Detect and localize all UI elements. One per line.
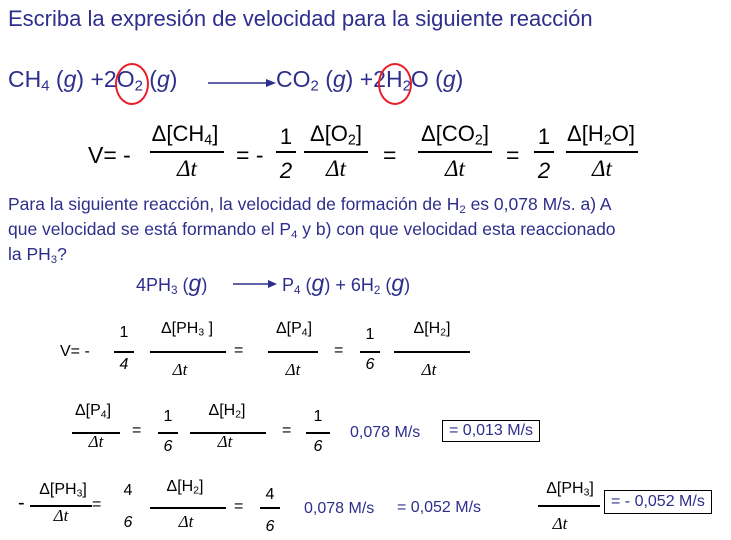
calc-a-eq-2: = — [282, 422, 292, 439]
rate-1-dt-3: Δt — [445, 156, 465, 181]
rate-1-bar-1 — [150, 151, 224, 153]
reaction-2-arrow — [233, 278, 277, 290]
reaction-1: $CH_4$ $(g) +2O_2$ (g) — [8, 66, 178, 95]
rate-2-eq-1: = — [234, 342, 244, 359]
calc-b-value: 0,078 M/s — [304, 500, 375, 517]
calc-b-four: 4 — [123, 482, 133, 499]
rate-2-dt-3: Δt — [421, 360, 437, 379]
calc-a-six: 6 — [163, 438, 173, 455]
calc-b-dt-2: Δt — [178, 512, 194, 531]
rate-1-bar-5 — [534, 151, 554, 153]
rate-1-dt-4: Δt — [592, 156, 612, 181]
rate-2-bar-5 — [394, 351, 470, 353]
page-title — [8, 6, 593, 32]
calc-a-one: 1 — [163, 408, 173, 425]
rate-1-one-b: 1 — [537, 124, 551, 149]
rate-1-bar-3 — [304, 151, 368, 153]
calc-a-six-b: 6 — [313, 438, 323, 455]
calc-b-six-b: 6 — [265, 518, 275, 535]
rate-2-p4-num: $\Delta[P_4]$ — [275, 320, 313, 339]
calc-b-dt-3: Δt — [552, 514, 568, 533]
calc-b-bar-4 — [538, 505, 600, 507]
reaction-1-products: $CO_2$ $(g) +2H_2O$ (g) — [276, 66, 464, 95]
rate-1-bar-6 — [566, 151, 638, 153]
rate-2-four: 4 — [119, 356, 129, 373]
page-title-text: Escriba la expresión de velocidad para la siguiente reacción — [8, 6, 593, 31]
calc-b-bar-3 — [260, 507, 280, 509]
problem-line-2: que velocidad se está formando el $P_4$ y b) con que velocidad esta reaccionado — [8, 219, 616, 241]
calc-a-bar-2 — [158, 432, 178, 434]
rate-2-bar-3 — [268, 351, 318, 353]
rate-2-one-b: 1 — [365, 326, 375, 343]
rate-1-eq-3: = — [506, 142, 520, 168]
rate-1-bar-4 — [418, 151, 492, 153]
calc-b-final: = - 0,052 M/s — [604, 490, 712, 514]
calc-a-p4-num: $\Delta[P_4]$ — [74, 402, 112, 421]
reaction-2-rhs: $P_4$ $(g) + 6H_2$ (g) — [282, 270, 411, 297]
calc-a-eq-1: = — [132, 422, 142, 439]
rate-2-h2-num: $\Delta[H_2]$ — [413, 320, 451, 339]
calc-a-value: 0,078 M/s — [350, 424, 421, 441]
calc-b-four-b: 4 — [265, 486, 275, 503]
calc-b-h2-num: $\Delta[H_2]$ — [166, 478, 204, 497]
reaction-arrow — [208, 76, 276, 90]
rate-1-two-b: 2 — [537, 158, 551, 183]
rate-1-eq-1: = - — [236, 142, 264, 168]
calc-b-eq-2: = — [234, 498, 244, 515]
rate-1-h2o-num: $\Delta[H_2O]$ — [567, 121, 635, 149]
rate-1-ch4-num: $\Delta[CH_4]$ — [151, 121, 219, 149]
reactant-ch4: $CH_4$ — [8, 66, 50, 95]
calc-a-h2-num: $\Delta[H_2]$ — [208, 402, 246, 421]
rate-1-co2-num: $\Delta[CO_2]$ — [421, 121, 489, 149]
rate-2-dt-2: Δt — [285, 360, 301, 379]
reactant-o2: $O_2$ — [116, 66, 143, 95]
rate-1-eq-2: = — [383, 142, 397, 168]
rate-2-ph3-num: $\Delta[PH_3$ ] — [160, 320, 214, 339]
problem-line-1: Para la siguiente reacción, la velocidad de formación de $H_2$ es 0,078 M/s. a) A — [8, 194, 612, 216]
calc-a-one-b: 1 — [313, 408, 323, 425]
calc-a-bar-4 — [306, 432, 330, 434]
calc-a-dt-2: Δt — [217, 432, 233, 451]
calc-b-six: 6 — [123, 514, 133, 531]
rate-2-six: 6 — [365, 356, 375, 373]
calc-b-neg: - — [18, 492, 25, 514]
rate-1-dt-1: Δt — [177, 156, 197, 181]
rate-2-bar-2 — [150, 351, 226, 353]
product-h2o: $H_2O$ — [385, 66, 429, 95]
rate-1-o2-num: $\Delta[O_2]$ — [310, 121, 362, 149]
reaction-2-lhs: $4PH_3$ (g) — [136, 270, 208, 297]
rate-1-two-a: 2 — [279, 158, 293, 183]
product-co2: $CO_2$ — [276, 66, 319, 95]
rate-1-bar-2 — [276, 151, 296, 153]
problem-line-3: la $PH_3$? — [8, 244, 67, 266]
rate-1-dt-2: Δt — [326, 156, 346, 181]
calc-b-ph3-num-b: $\Delta[PH_3]$ — [546, 480, 594, 499]
rate-1-one-a: 1 — [279, 124, 293, 149]
highlight-circle-h2o — [378, 63, 412, 105]
calc-b-ph3-num: $\Delta[PH_3]$ — [39, 481, 87, 500]
calc-a-dt-1: Δt — [88, 432, 104, 451]
rate-2-eq-2: = — [334, 342, 344, 359]
rate-2-dt-1: Δt — [172, 360, 188, 379]
highlight-circle-o2 — [115, 63, 149, 105]
calc-b-bar-2 — [150, 507, 226, 509]
rate-1-v: V= - — [88, 142, 131, 168]
calc-b-result: = 0,052 M/s — [397, 499, 482, 516]
rate-2-bar-1 — [114, 351, 134, 353]
rate-2-v: V= - — [60, 343, 90, 360]
rate-2-one: 1 — [119, 324, 129, 341]
rate-2-bar-4 — [360, 351, 380, 353]
calc-a-result: = 0,013 M/s — [442, 420, 540, 442]
calc-b-eq-1: = — [92, 496, 102, 513]
calc-b-dt-1: Δt — [53, 506, 69, 525]
